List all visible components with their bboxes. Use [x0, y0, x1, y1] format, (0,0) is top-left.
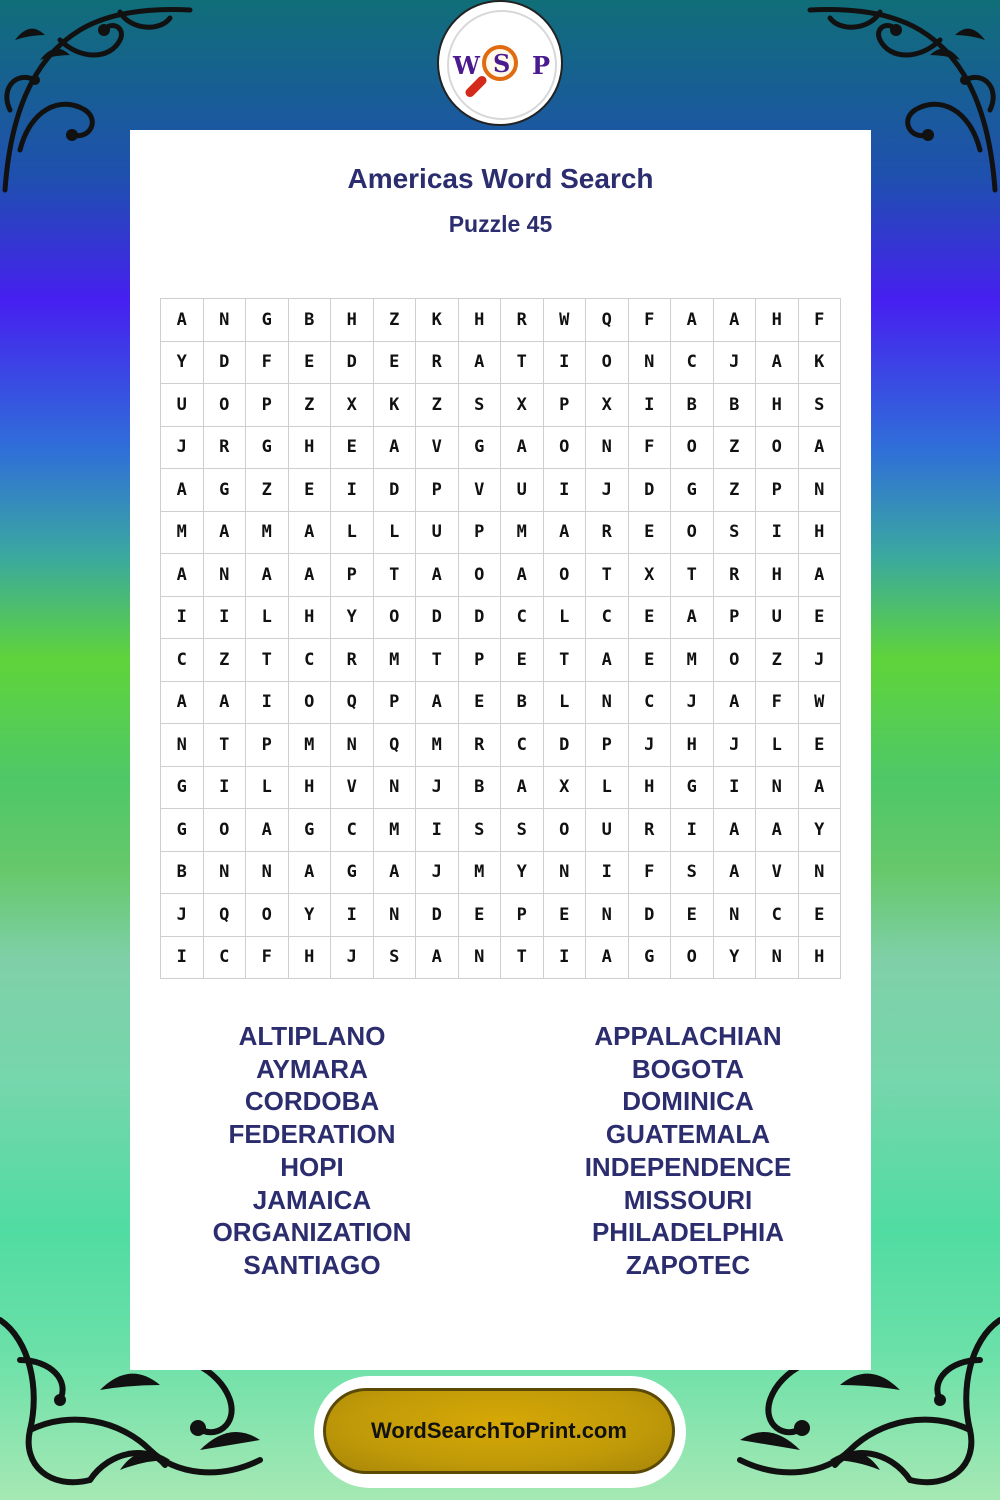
- grid-cell[interactable]: P: [543, 384, 586, 427]
- grid-cell[interactable]: U: [586, 809, 629, 852]
- grid-cell[interactable]: D: [203, 341, 246, 384]
- grid-cell[interactable]: V: [331, 766, 374, 809]
- grid-cell[interactable]: O: [543, 554, 586, 597]
- grid-cell[interactable]: N: [373, 766, 416, 809]
- search-word: CORDOBA: [244, 1086, 380, 1117]
- grid-cell[interactable]: Y: [288, 894, 331, 937]
- grid-cell[interactable]: O: [203, 809, 246, 852]
- grid-cell[interactable]: J: [331, 936, 374, 979]
- grid-cell[interactable]: I: [543, 341, 586, 384]
- grid-cell[interactable]: L: [543, 596, 586, 639]
- grid-row: [161, 469, 841, 512]
- search-word: DOMINICA: [622, 1086, 754, 1117]
- grid-cell[interactable]: I: [756, 511, 799, 554]
- grid-cell[interactable]: N: [756, 766, 799, 809]
- grid-cell[interactable]: R: [586, 511, 629, 554]
- grid-row: [161, 511, 841, 554]
- grid-row: [161, 596, 841, 639]
- grid-cell[interactable]: N: [203, 554, 246, 597]
- grid-cell[interactable]: A: [161, 681, 204, 724]
- grid-cell[interactable]: J: [628, 724, 671, 767]
- grid-cell[interactable]: A: [416, 681, 459, 724]
- grid-cell[interactable]: H: [288, 766, 331, 809]
- grid-cell[interactable]: A: [713, 809, 756, 852]
- grid-cell[interactable]: C: [671, 341, 714, 384]
- grid-cell[interactable]: E: [671, 894, 714, 937]
- website-link-button[interactable]: WordSearchToPrint.com: [323, 1388, 675, 1474]
- grid-cell[interactable]: E: [331, 426, 374, 469]
- grid-cell[interactable]: S: [713, 511, 756, 554]
- grid-cell[interactable]: O: [543, 426, 586, 469]
- grid-cell[interactable]: T: [543, 639, 586, 682]
- grid-cell[interactable]: N: [458, 936, 501, 979]
- grid-cell[interactable]: Z: [373, 299, 416, 342]
- search-word: BOGOTA: [631, 1053, 745, 1084]
- grid-cell[interactable]: A: [373, 426, 416, 469]
- grid-cell[interactable]: I: [713, 766, 756, 809]
- grid-cell[interactable]: O: [458, 554, 501, 597]
- grid-cell[interactable]: G: [288, 809, 331, 852]
- search-word: ALTIPLANO: [238, 1021, 386, 1051]
- grid-cell[interactable]: Y: [331, 596, 374, 639]
- grid-cell[interactable]: O: [543, 809, 586, 852]
- grid-cell[interactable]: O: [288, 681, 331, 724]
- grid-cell[interactable]: N: [798, 851, 841, 894]
- site-logo[interactable]: [437, 0, 563, 126]
- grid-cell[interactable]: V: [756, 851, 799, 894]
- grid-cell[interactable]: A: [416, 554, 459, 597]
- grid-cell[interactable]: E: [798, 724, 841, 767]
- grid-cell[interactable]: D: [628, 894, 671, 937]
- grid-cell[interactable]: P: [246, 384, 289, 427]
- grid-cell[interactable]: B: [161, 851, 204, 894]
- grid-row: [161, 936, 841, 979]
- grid-cell[interactable]: A: [288, 851, 331, 894]
- search-word: SANTIAGO: [243, 1249, 381, 1280]
- grid-cell[interactable]: B: [458, 766, 501, 809]
- grid-cell[interactable]: O: [671, 511, 714, 554]
- grid-cell[interactable]: M: [373, 639, 416, 682]
- grid-cell[interactable]: R: [331, 639, 374, 682]
- grid-cell[interactable]: S: [458, 809, 501, 852]
- word-list-right: [518, 1020, 858, 1282]
- grid-cell[interactable]: T: [373, 554, 416, 597]
- grid-cell[interactable]: A: [586, 639, 629, 682]
- grid-cell[interactable]: I: [586, 851, 629, 894]
- grid-cell[interactable]: E: [543, 894, 586, 937]
- grid-cell[interactable]: B: [288, 299, 331, 342]
- grid-cell[interactable]: E: [458, 894, 501, 937]
- grid-cell[interactable]: G: [671, 469, 714, 512]
- grid-cell[interactable]: N: [628, 341, 671, 384]
- grid-cell[interactable]: E: [798, 596, 841, 639]
- grid-cell[interactable]: D: [373, 469, 416, 512]
- search-word: APPALACHIAN: [594, 1021, 782, 1051]
- grid-cell[interactable]: P: [458, 511, 501, 554]
- grid-cell[interactable]: Q: [203, 894, 246, 937]
- search-word: ORGANIZATION: [212, 1217, 412, 1248]
- grid-cell[interactable]: M: [246, 511, 289, 554]
- grid-cell[interactable]: J: [161, 894, 204, 937]
- grid-cell[interactable]: L: [331, 511, 374, 554]
- grid-cell[interactable]: J: [416, 851, 459, 894]
- grid-cell[interactable]: X: [501, 384, 544, 427]
- grid-cell[interactable]: I: [628, 384, 671, 427]
- grid-cell[interactable]: K: [798, 341, 841, 384]
- grid-cell[interactable]: A: [288, 554, 331, 597]
- grid-cell[interactable]: Y: [798, 809, 841, 852]
- grid-cell[interactable]: A: [756, 341, 799, 384]
- logo-letter-w: W: [453, 51, 480, 80]
- grid-cell[interactable]: P: [373, 681, 416, 724]
- grid-row: [161, 554, 841, 597]
- grid-cell[interactable]: O: [713, 639, 756, 682]
- search-word: GUATEMALA: [605, 1119, 771, 1150]
- grid-cell[interactable]: M: [373, 809, 416, 852]
- grid-cell[interactable]: S: [798, 384, 841, 427]
- grid-cell[interactable]: L: [373, 511, 416, 554]
- grid-cell[interactable]: L: [543, 681, 586, 724]
- grid-cell[interactable]: N: [203, 299, 246, 342]
- grid-cell[interactable]: I: [331, 894, 374, 937]
- grid-cell[interactable]: E: [501, 639, 544, 682]
- grid-cell[interactable]: F: [628, 426, 671, 469]
- grid-cell[interactable]: Q: [331, 681, 374, 724]
- grid-cell[interactable]: I: [161, 936, 204, 979]
- grid-cell[interactable]: E: [628, 639, 671, 682]
- grid-cell[interactable]: R: [416, 341, 459, 384]
- grid-cell[interactable]: A: [713, 681, 756, 724]
- grid-cell[interactable]: C: [331, 809, 374, 852]
- grid-cell[interactable]: A: [713, 851, 756, 894]
- grid-cell[interactable]: G: [628, 936, 671, 979]
- grid-cell[interactable]: B: [501, 681, 544, 724]
- grid-cell[interactable]: E: [798, 894, 841, 937]
- grid-cell[interactable]: F: [798, 299, 841, 342]
- grid-cell[interactable]: H: [628, 766, 671, 809]
- grid-cell[interactable]: Z: [246, 469, 289, 512]
- grid-cell[interactable]: T: [501, 936, 544, 979]
- grid-cell[interactable]: Y: [501, 851, 544, 894]
- grid-cell[interactable]: L: [586, 766, 629, 809]
- grid-cell[interactable]: Z: [203, 639, 246, 682]
- grid-cell[interactable]: O: [671, 936, 714, 979]
- grid-cell[interactable]: T: [586, 554, 629, 597]
- grid-cell[interactable]: F: [628, 299, 671, 342]
- grid-cell[interactable]: U: [416, 511, 459, 554]
- grid-cell[interactable]: Y: [713, 936, 756, 979]
- grid-cell[interactable]: A: [798, 766, 841, 809]
- grid-cell[interactable]: A: [246, 554, 289, 597]
- grid-cell[interactable]: H: [756, 554, 799, 597]
- grid-cell[interactable]: W: [543, 299, 586, 342]
- grid-cell[interactable]: E: [373, 341, 416, 384]
- grid-cell[interactable]: I: [203, 596, 246, 639]
- grid-row: [161, 894, 841, 937]
- grid-cell[interactable]: M: [288, 724, 331, 767]
- search-word: FEDERATION: [228, 1119, 396, 1150]
- grid-cell[interactable]: K: [373, 384, 416, 427]
- grid-cell[interactable]: G: [331, 851, 374, 894]
- grid-cell[interactable]: L: [246, 596, 289, 639]
- grid-cell[interactable]: C: [501, 724, 544, 767]
- grid-cell[interactable]: A: [203, 681, 246, 724]
- grid-cell[interactable]: A: [671, 596, 714, 639]
- grid-cell[interactable]: A: [203, 511, 246, 554]
- grid-cell[interactable]: M: [671, 639, 714, 682]
- grid-cell[interactable]: H: [756, 384, 799, 427]
- grid-cell[interactable]: A: [543, 511, 586, 554]
- grid-cell[interactable]: N: [203, 851, 246, 894]
- grid-cell[interactable]: I: [671, 809, 714, 852]
- grid-cell[interactable]: P: [501, 894, 544, 937]
- grid-cell[interactable]: R: [501, 299, 544, 342]
- grid-cell[interactable]: D: [628, 469, 671, 512]
- grid-cell[interactable]: G: [458, 426, 501, 469]
- search-word: INDEPENDENCE: [584, 1151, 792, 1182]
- grid-cell[interactable]: F: [246, 936, 289, 979]
- grid-cell[interactable]: D: [458, 596, 501, 639]
- grid-cell[interactable]: F: [628, 851, 671, 894]
- search-word: JAMAICA: [252, 1184, 372, 1215]
- grid-cell[interactable]: E: [288, 341, 331, 384]
- grid-row: [161, 681, 841, 724]
- grid-cell[interactable]: K: [416, 299, 459, 342]
- grid-cell[interactable]: A: [416, 936, 459, 979]
- grid-cell[interactable]: X: [586, 384, 629, 427]
- grid-cell[interactable]: H: [798, 936, 841, 979]
- grid-cell[interactable]: M: [416, 724, 459, 767]
- grid-cell[interactable]: T: [246, 639, 289, 682]
- grid-cell[interactable]: J: [798, 639, 841, 682]
- grid-cell[interactable]: H: [331, 299, 374, 342]
- grid-row: [161, 766, 841, 809]
- grid-cell[interactable]: I: [246, 681, 289, 724]
- grid-cell[interactable]: B: [713, 384, 756, 427]
- grid-cell[interactable]: E: [288, 469, 331, 512]
- grid-cell[interactable]: J: [161, 426, 204, 469]
- grid-cell[interactable]: I: [543, 469, 586, 512]
- grid-row: [161, 299, 841, 342]
- grid-cell[interactable]: Z: [713, 426, 756, 469]
- grid-cell[interactable]: P: [458, 639, 501, 682]
- grid-cell[interactable]: P: [331, 554, 374, 597]
- grid-cell[interactable]: X: [628, 554, 671, 597]
- grid-row: [161, 384, 841, 427]
- grid-cell[interactable]: E: [458, 681, 501, 724]
- grid-cell[interactable]: H: [458, 299, 501, 342]
- grid-cell[interactable]: T: [203, 724, 246, 767]
- grid-cell[interactable]: C: [756, 894, 799, 937]
- grid-cell[interactable]: A: [161, 469, 204, 512]
- grid-cell[interactable]: A: [161, 299, 204, 342]
- grid-cell[interactable]: S: [671, 851, 714, 894]
- grid-cell[interactable]: Z: [756, 639, 799, 682]
- grid-cell[interactable]: N: [373, 894, 416, 937]
- grid-cell[interactable]: P: [416, 469, 459, 512]
- grid-cell[interactable]: V: [416, 426, 459, 469]
- grid-cell[interactable]: B: [671, 384, 714, 427]
- grid-cell[interactable]: G: [203, 469, 246, 512]
- grid-cell[interactable]: T: [671, 554, 714, 597]
- grid-cell[interactable]: H: [288, 936, 331, 979]
- grid-cell[interactable]: A: [671, 299, 714, 342]
- grid-cell[interactable]: W: [798, 681, 841, 724]
- grid-cell[interactable]: N: [543, 851, 586, 894]
- grid-cell[interactable]: C: [288, 639, 331, 682]
- grid-cell[interactable]: A: [161, 554, 204, 597]
- grid-cell[interactable]: X: [543, 766, 586, 809]
- grid-cell[interactable]: G: [161, 766, 204, 809]
- grid-cell[interactable]: A: [373, 851, 416, 894]
- search-word: MISSOURI: [623, 1184, 753, 1215]
- grid-row: [161, 809, 841, 852]
- grid-cell[interactable]: C: [161, 639, 204, 682]
- grid-cell[interactable]: G: [161, 809, 204, 852]
- grid-cell[interactable]: F: [756, 681, 799, 724]
- grid-cell[interactable]: C: [628, 681, 671, 724]
- grid-cell[interactable]: P: [586, 724, 629, 767]
- grid-cell[interactable]: A: [458, 341, 501, 384]
- grid-cell[interactable]: N: [331, 724, 374, 767]
- grid-cell[interactable]: U: [501, 469, 544, 512]
- logo-letter-p: P: [532, 51, 551, 80]
- grid-cell[interactable]: H: [288, 596, 331, 639]
- grid-cell[interactable]: O: [203, 384, 246, 427]
- grid-cell[interactable]: H: [798, 511, 841, 554]
- grid-cell[interactable]: Z: [713, 469, 756, 512]
- grid-cell[interactable]: R: [458, 724, 501, 767]
- grid-cell[interactable]: Z: [416, 384, 459, 427]
- search-word: AYMARA: [256, 1053, 368, 1084]
- grid-cell[interactable]: E: [628, 511, 671, 554]
- grid-cell[interactable]: A: [501, 554, 544, 597]
- grid-cell[interactable]: D: [416, 596, 459, 639]
- grid-cell[interactable]: A: [713, 299, 756, 342]
- grid-cell[interactable]: I: [161, 596, 204, 639]
- puzzle-number: Puzzle 45: [448, 211, 553, 237]
- grid-cell[interactable]: U: [756, 596, 799, 639]
- grid-cell[interactable]: O: [373, 596, 416, 639]
- grid-cell[interactable]: S: [458, 384, 501, 427]
- grid-cell[interactable]: N: [756, 936, 799, 979]
- grid-cell[interactable]: A: [501, 766, 544, 809]
- grid-cell[interactable]: P: [246, 724, 289, 767]
- grid-cell[interactable]: N: [586, 681, 629, 724]
- grid-cell[interactable]: M: [458, 851, 501, 894]
- grid-row: [161, 639, 841, 682]
- grid-cell[interactable]: A: [288, 511, 331, 554]
- grid-row: [161, 426, 841, 469]
- grid-cell[interactable]: F: [246, 341, 289, 384]
- grid-cell[interactable]: R: [628, 809, 671, 852]
- grid-cell[interactable]: D: [416, 894, 459, 937]
- grid-cell[interactable]: S: [373, 936, 416, 979]
- grid-cell[interactable]: M: [161, 511, 204, 554]
- logo-letter-s: S: [493, 49, 511, 78]
- grid-cell[interactable]: T: [416, 639, 459, 682]
- grid-cell[interactable]: D: [543, 724, 586, 767]
- letter-grid: [160, 298, 841, 979]
- grid-row: [161, 724, 841, 767]
- grid-cell[interactable]: R: [203, 426, 246, 469]
- grid-cell[interactable]: N: [586, 426, 629, 469]
- grid-cell[interactable]: C: [586, 596, 629, 639]
- page-title: Americas Word Search: [347, 163, 654, 194]
- grid-cell[interactable]: D: [331, 341, 374, 384]
- grid-cell[interactable]: A: [798, 426, 841, 469]
- grid-cell[interactable]: U: [161, 384, 204, 427]
- grid-cell[interactable]: E: [628, 596, 671, 639]
- grid-row: [161, 341, 841, 384]
- grid-cell[interactable]: G: [246, 426, 289, 469]
- grid-cell[interactable]: C: [203, 936, 246, 979]
- grid-cell[interactable]: J: [713, 341, 756, 384]
- grid-cell[interactable]: V: [458, 469, 501, 512]
- grid-cell[interactable]: N: [713, 894, 756, 937]
- grid-cell[interactable]: Q: [373, 724, 416, 767]
- grid-cell[interactable]: A: [756, 809, 799, 852]
- grid-cell[interactable]: I: [331, 469, 374, 512]
- grid-cell[interactable]: A: [501, 426, 544, 469]
- grid-cell[interactable]: J: [713, 724, 756, 767]
- grid-cell[interactable]: X: [331, 384, 374, 427]
- grid-cell[interactable]: A: [586, 936, 629, 979]
- search-word: ZAPOTEC: [625, 1249, 751, 1280]
- grid-cell[interactable]: N: [798, 469, 841, 512]
- grid-cell[interactable]: J: [671, 681, 714, 724]
- grid-cell[interactable]: A: [798, 554, 841, 597]
- grid-cell[interactable]: N: [586, 894, 629, 937]
- grid-cell[interactable]: G: [246, 299, 289, 342]
- grid-cell[interactable]: H: [671, 724, 714, 767]
- grid-cell[interactable]: O: [756, 426, 799, 469]
- grid-cell[interactable]: O: [586, 341, 629, 384]
- grid-cell[interactable]: I: [543, 936, 586, 979]
- grid-cell[interactable]: L: [756, 724, 799, 767]
- grid-cell[interactable]: Y: [161, 341, 204, 384]
- grid-cell[interactable]: H: [288, 426, 331, 469]
- grid-cell[interactable]: S: [501, 809, 544, 852]
- grid-cell[interactable]: H: [756, 299, 799, 342]
- grid-cell[interactable]: N: [161, 724, 204, 767]
- grid-cell[interactable]: T: [501, 341, 544, 384]
- grid-cell[interactable]: L: [246, 766, 289, 809]
- grid-cell[interactable]: J: [416, 766, 459, 809]
- grid-cell[interactable]: M: [501, 511, 544, 554]
- grid-cell[interactable]: I: [416, 809, 459, 852]
- grid-cell[interactable]: Q: [586, 299, 629, 342]
- grid-cell[interactable]: R: [713, 554, 756, 597]
- word-list-left: [142, 1020, 482, 1282]
- search-word: HOPI: [280, 1151, 344, 1182]
- grid-cell[interactable]: N: [246, 851, 289, 894]
- grid-cell[interactable]: O: [246, 894, 289, 937]
- grid-cell[interactable]: A: [246, 809, 289, 852]
- grid-cell[interactable]: Z: [288, 384, 331, 427]
- grid-cell[interactable]: G: [671, 766, 714, 809]
- search-word: PHILADELPHIA: [591, 1217, 785, 1248]
- grid-cell[interactable]: J: [586, 469, 629, 512]
- grid-cell[interactable]: O: [671, 426, 714, 469]
- grid-cell[interactable]: I: [203, 766, 246, 809]
- grid-cell[interactable]: C: [501, 596, 544, 639]
- grid-row: [161, 851, 841, 894]
- grid-cell[interactable]: P: [713, 596, 756, 639]
- grid-cell[interactable]: P: [756, 469, 799, 512]
